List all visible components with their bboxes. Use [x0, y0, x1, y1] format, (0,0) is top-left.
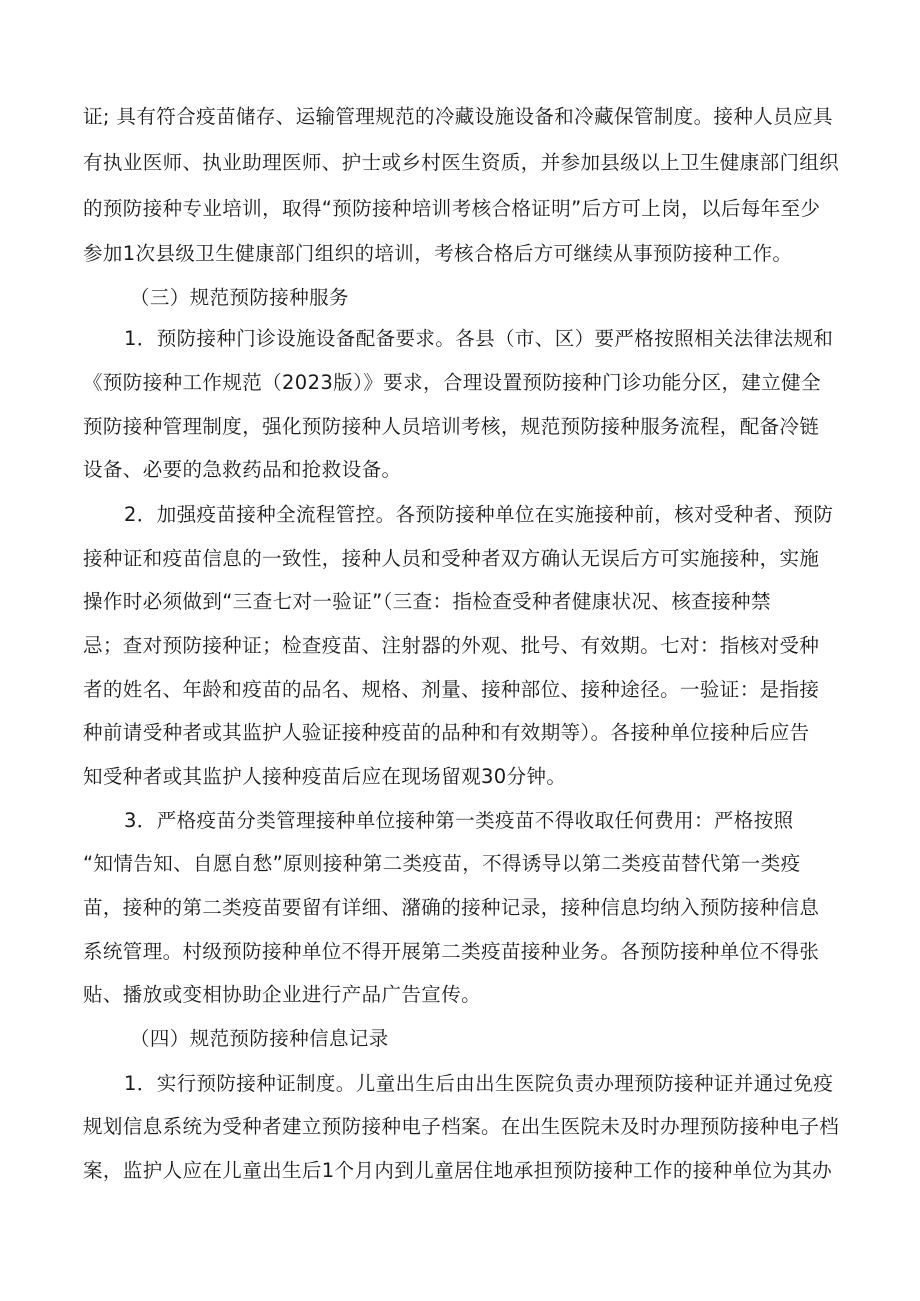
paragraph-line: 知受种者或其监护人接种疫苗后应在现场留观30分钟。 — [83, 765, 567, 788]
paragraph-line: 有执业医师、执业助理医师、护士或乡村医生资质，并参加县级以上卫生健康部门组织 — [83, 151, 840, 174]
item-2-line: 2．加强疫苗接种全流程管控。各预防接种单位在实施接种前，核对受种者、预防 — [124, 503, 834, 526]
paragraph-line: 的预防接种专业培训，取得“预防接种培训考核合格证明”后方可上岗，以后每年至少 — [83, 197, 821, 220]
section-heading-3: （三）规范预防接种服务 — [130, 286, 349, 309]
paragraph-line: 《预防接种工作规范（2023版）》要求，合理设置预防接种门诊功能分区，建立健全 — [83, 371, 821, 394]
item-3-line: 3．严格疫苗分类管理接种单位接种第一类疫苗不得收取任何费用：严格按照 — [124, 809, 794, 832]
paragraph-line: 规划信息系统为受种者建立预防接种电子档案。在出生医院未及时办理预防接种电子档 — [83, 1115, 840, 1138]
item-1-line: 1．实行预防接种证制度。儿童出生后由出生医院负责办理预防接种证并通过免疫 — [124, 1072, 834, 1095]
paragraph-line: 操作时必须做到“三查七对一验证”（三查：指检查受种者健康状况、核查接种禁 — [83, 590, 771, 613]
paragraph-line: 种前请受种者或其监护人验证接种疫苗的品种和有效期等）。各接种单位接种后应告 — [83, 721, 810, 744]
section-heading-4: （四）规范预防接种信息记录 — [130, 1027, 389, 1050]
paragraph-line: 忌；查对预防接种证；检查疫苗、注射器的外观、批号、有效期。七对：指核对受种 — [83, 634, 820, 657]
paragraph-line: 贴、播放或变相协助企业进行产品广告宣传。 — [83, 983, 482, 1006]
item-1-line: 1．预防接种门诊设施设备配备要求。各县（市、区）要严格按照相关法律法规和 — [124, 327, 834, 350]
paragraph-line: 系统管理。村级预防接种单位不得开展第二类疫苗接种业务。各预防接种单位不得张 — [83, 940, 820, 963]
paragraph-line: 者的姓名、年龄和疫苗的品名、规格、剂量、接种部位、接种途径。一验证：是指接 — [83, 678, 820, 701]
paragraph-line: 苗，接种的第二类疫苗要留有详细、潴确的接种记录，接种信息均纳入预防接种信息 — [83, 896, 820, 919]
paragraph-line: “知情告知、自愿自愁”原则接种第二类疫苗，不得诱导以第二类疫苗替代第一类疫 — [83, 852, 801, 875]
paragraph-line: 预防接种管理制度，强化预防接种人员培训考核，规范预防接种服务流程，配备冷链 — [83, 415, 820, 438]
paragraph-line: 案，监护人应在儿童出生后1个月内到儿童居住地承担预防接种工作的接种单位为其办 — [83, 1159, 833, 1182]
paragraph-line: 接种证和疫苗信息的一致性，接种人员和受种者双方确认无误后方可实施接种，实施 — [83, 547, 820, 570]
paragraph-line: 设备、必要的急救药品和抢救设备。 — [83, 458, 402, 481]
paragraph-line: 参加1次县级卫生健康部门组织的培训，考核合格后方可继续从事预防接种工作。 — [83, 242, 793, 265]
paragraph-line: 证; 具有符合疫苗储存、运输管理规范的冷藏设施设备和冷藏保管制度。接种人员应具 — [83, 105, 833, 128]
